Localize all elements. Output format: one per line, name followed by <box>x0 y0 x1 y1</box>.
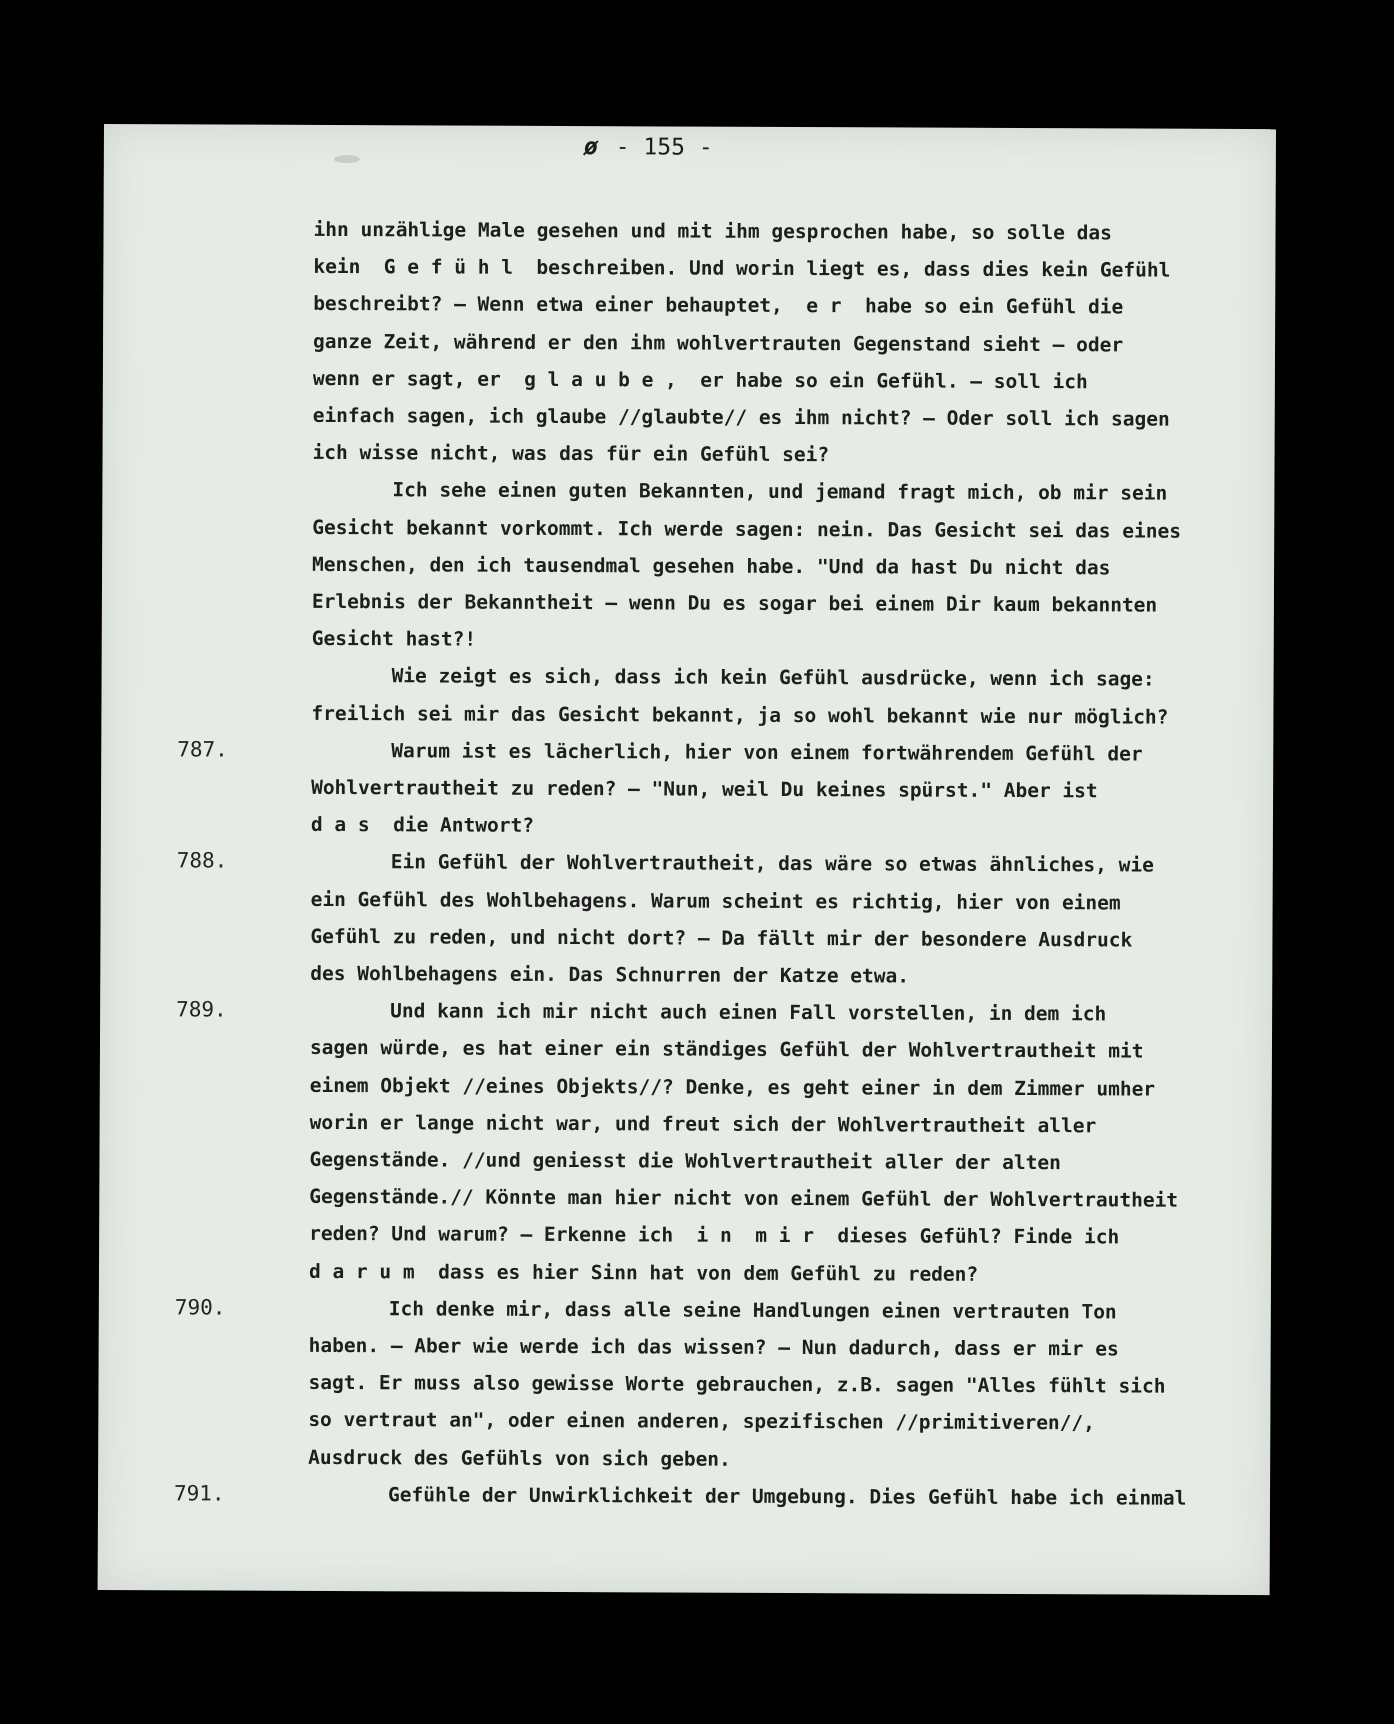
header-mark: ø <box>583 134 598 161</box>
text-line <box>98 1400 1270 1442</box>
text-line <box>100 1103 1272 1145</box>
line-text: Wie zeigt es sich, dass ich kein Gefühl ausdrücke, wenn ich sage: <box>391 664 1155 691</box>
line-text: kein G e f ü h l beschreiben. Und worin liegt es, dass dies kein Gefühl <box>313 255 1171 282</box>
line-text: ihn unzählige Male gesehen und mit ihm gesprochen habe, so solle das <box>313 217 1112 245</box>
text-line <box>101 805 1273 847</box>
line-text: Gefühle der Unwirklichkeit der Umgebung. Dies Gefühl habe ich einmal <box>387 1483 1187 1510</box>
text-line <box>99 1140 1271 1182</box>
line-text: ich wisse nicht, was das für ein Gefühl sei? <box>312 441 830 467</box>
line-text: d a s die Antwort? <box>310 813 535 838</box>
remark-number: 790. <box>174 1295 226 1320</box>
line-text: ganze Zeit, während er den ihm wohlvertrauten Gegenstand sieht – oder <box>313 329 1124 357</box>
line-text: Ich sehe einen guten Bekannten, und jemand fragt mich, ob mir sein <box>392 478 1168 506</box>
text-line <box>103 284 1275 326</box>
line-text: Warum ist es lächerlich, hier von einem fortwährendem Gefühl der <box>391 739 1143 766</box>
text-line <box>101 768 1273 810</box>
line-text: einfach sagen, ich glaube //glaubte// es ihm nicht? – Oder soll ich sagen <box>312 403 1170 431</box>
line-text: Ausdruck des Gefühls von sich geben. <box>308 1445 731 1471</box>
text-line <box>102 619 1274 661</box>
remark-number: 789. <box>176 997 227 1022</box>
line-text: Gegenstände. //und geniesst die Wohlvertrautheit aller der alten <box>309 1147 1061 1175</box>
text-line <box>98 1475 1270 1517</box>
text-line <box>101 731 1273 773</box>
line-text: Ein Gefühl der Wohlvertrautheit, das wäre so etwas ähnliches, wie <box>390 850 1154 877</box>
remark-number: 787. <box>177 737 228 762</box>
text-line <box>98 1438 1270 1480</box>
text-line <box>103 359 1275 401</box>
text-line <box>102 470 1274 512</box>
text-line <box>101 694 1273 736</box>
line-text: reden? Und warum? – Erkenne ich i n m i r dieses Gefühl? Finde ich <box>309 1222 1120 1249</box>
line-text: einem Objekt //eines Objekts//? Denke, es geht einer in dem Zimmer umher <box>309 1073 1156 1101</box>
page-header <box>584 134 713 161</box>
text-line <box>100 917 1272 959</box>
line-text: Gesicht hast?! <box>311 627 477 651</box>
line-text: des Wohlbehagens ein. Das Schnurren der Katze etwa. <box>310 961 910 988</box>
line-text: sagt. Er muss also gewisse Worte gebrauchen, z.B. sagen "Alles fühlt sich <box>308 1371 1166 1398</box>
text-line <box>103 396 1275 438</box>
line-text: sagen würde, es hat einer ein ständiges Gefühl der Wohlvertrautheit mit <box>309 1036 1144 1063</box>
text-line <box>101 842 1273 884</box>
text-line <box>102 508 1274 550</box>
text-line <box>100 1028 1272 1070</box>
line-text: ein Gefühl des Wohlbehagens. Warum scheint es richtig, hier von einem <box>310 887 1121 915</box>
text-line <box>100 1066 1272 1108</box>
line-text: Gesicht bekannt vorkommt. Ich werde sagen: nein. Das Gesicht sei das eines <box>312 515 1182 543</box>
line-text: haben. – Aber wie werde ich das wissen? – Nun dadurch, dass er mir es <box>308 1333 1119 1361</box>
typescript-page <box>98 124 1276 1595</box>
text-line <box>103 247 1275 289</box>
line-text: worin er lange nicht war, und freut sich der Wohlvertrautheit aller <box>309 1110 1097 1138</box>
text-line <box>100 991 1272 1033</box>
line-text: Ich denke mir, dass alle seine Handlungen einen vertrauten Ton <box>388 1297 1117 1324</box>
text-line <box>102 545 1274 587</box>
line-text: Wohlvertrautheit zu reden? – "Nun, weil Du keines spürst." Aber ist <box>311 775 1098 803</box>
text-line <box>100 954 1272 996</box>
line-text: so vertraut an", oder einen anderen, spezifischen //primitiveren//, <box>308 1408 1095 1435</box>
text-line <box>103 322 1275 364</box>
line-text: Gefühl zu reden, und nicht dort? – Da fällt mir der besondere Ausdruck <box>310 924 1133 952</box>
text-line <box>103 210 1275 252</box>
text-line <box>101 880 1273 922</box>
text-line <box>99 1177 1271 1219</box>
line-text: Menschen, den ich tausendmal gesehen habe. "Und da hast Du nicht das <box>312 552 1111 580</box>
line-text: Erlebnis der Bekanntheit – wenn Du es sogar bei einem Dir kaum bekannten <box>311 589 1158 617</box>
text-line <box>102 582 1274 624</box>
smudge-mark <box>334 155 360 163</box>
line-text: wenn er sagt, er g l a u b e , er habe so ein Gefühl. – soll ich <box>312 366 1088 394</box>
line-text: d a r u m dass es hier Sinn hat von dem Gefühl zu reden? <box>308 1259 979 1286</box>
body-text <box>104 210 1276 1510</box>
line-text: beschreibt? – Wenn etwa einer behauptet, e r habe so ein Gefühl die <box>313 292 1124 319</box>
line-text: Gegenstände.// Könnte man hier nicht von einem Gefühl der Wohlvertrautheit <box>309 1185 1179 1212</box>
text-line <box>99 1289 1271 1331</box>
text-line <box>102 656 1274 698</box>
line-text: freilich sei mir das Gesicht bekannt, ja so wohl bekannt wie nur möglich? <box>311 701 1169 729</box>
text-line <box>102 433 1274 475</box>
remark-number: 788. <box>176 848 228 873</box>
text-line <box>98 1363 1270 1405</box>
remark-number: 791. <box>173 1481 225 1506</box>
page-number: - 155 - <box>615 134 713 161</box>
text-line <box>99 1252 1271 1294</box>
line-text: Und kann ich mir nicht auch einen Fall vorstellen, in dem ich <box>390 999 1107 1026</box>
text-line <box>99 1326 1271 1368</box>
text-line <box>99 1214 1271 1256</box>
